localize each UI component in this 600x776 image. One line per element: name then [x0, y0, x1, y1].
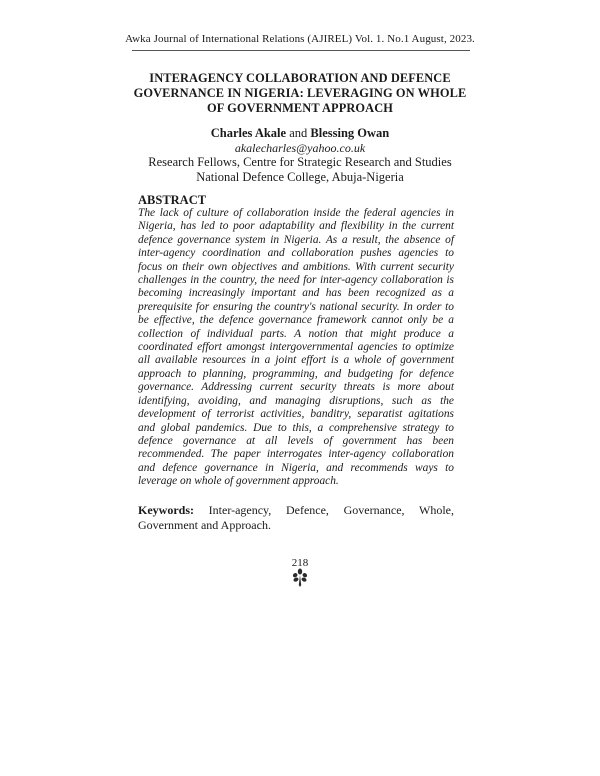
author-line — [0, 126, 600, 141]
abstract-heading: ABSTRACT — [138, 193, 207, 207]
affiliation-line-2: National Defence College, Abuja-Nigeria — [196, 170, 404, 184]
article-title: INTERAGENCY COLLABORATION AND DEFENCE GOVERNANCE IN NIGERIA: LEVERAGING ON WHOLE OF GOVERNMENT APPROACH — [133, 71, 467, 115]
keywords-text: Inter-agency, Defence, Governance, Whole, Government and Approach. — [138, 503, 454, 532]
leaf-ornament-icon — [290, 568, 310, 588]
author-2: Blessing Owan — [310, 126, 390, 140]
running-header: Awka Journal of International Relations (AJIREL) Vol. 1. No.1 August, 2023. — [125, 33, 475, 45]
header-divider — [132, 50, 470, 51]
affiliation-line-1: Research Fellows, Centre for Strategic Research and Studies — [148, 155, 452, 169]
abstract-body: The lack of culture of collaboration inside the federal agencies in Nigeria, has led to poor adaptability and flexibility in the current defence governance system in Nigeria. As a result, the absence of inter-agency coordination and collaboration pushes agencies to focus on their own objectives and ambitions. With current security challenges in the country, the need for inter-agency collaboration is becoming increasingly important and has been recognized as a prerequisite for ensuring the country's national security. In order to be effective, the defence governance framework cannot only be a collection of individual parts. A notion that might produce a coordinated effort amongst intergovernmental agencies to optimize all available resources in a joint effort is a whole of government approach to planning, programming, and budgeting for defence governance. Addressing current security threats is more about identifying, avoiding, and managing disruptions, such as the development of terrorist activities, banditry, separatist agitations and global pandemics. Due to this, a comprehensive strategy to defence governance at all levels of government has been recommended. The paper interrogates inter-agency collaboration and defence governance in Nigeria, and recommends ways to leverage on whole of government approach. — [138, 207, 454, 488]
page-number: 218 — [291, 557, 309, 569]
author-1: Charles Akale — [210, 126, 287, 140]
author-email: akalecharles@yahoo.co.uk — [234, 141, 366, 155]
author-separator: and — [286, 126, 311, 140]
keywords-paragraph — [138, 503, 454, 533]
keywords-label: Keywords: — [138, 503, 194, 517]
